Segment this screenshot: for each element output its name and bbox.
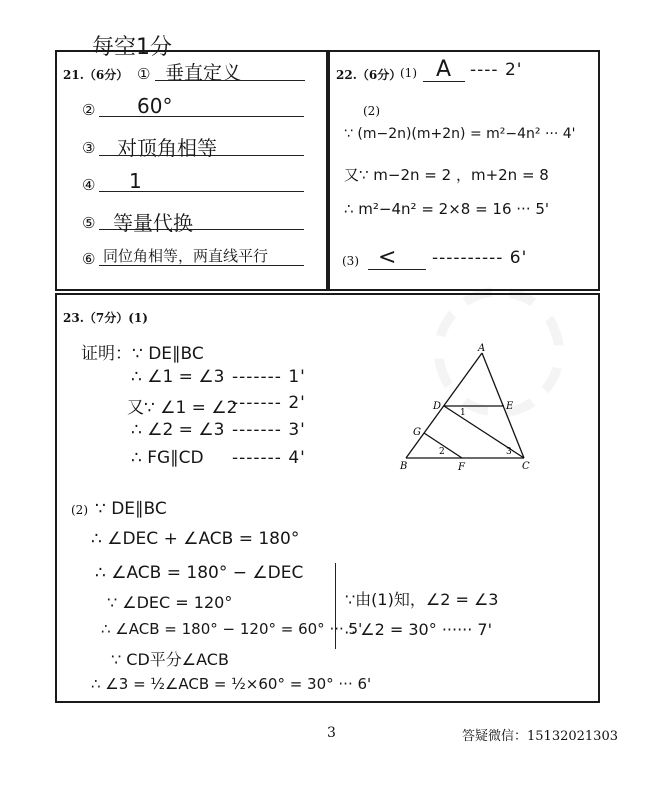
q21-item-1-answer: 垂直定义 xyxy=(165,62,242,84)
q23-part1-score-2: ------- 2' xyxy=(232,393,306,413)
q22-part2-line-3: ∴ m²−4n² = 2×8 = 16 ··· 5' xyxy=(344,200,550,218)
q22-box xyxy=(328,50,600,291)
q21-item-4-answer: 1 xyxy=(129,169,142,193)
q23-part1-line-2: 又∵ ∠1 = ∠2 xyxy=(127,398,238,418)
q21-item-6-line xyxy=(99,265,304,266)
fig-label-D: D xyxy=(433,401,442,412)
triangle-figure xyxy=(392,343,542,473)
q21-item-5-answer: 等量代换 xyxy=(113,211,193,235)
q21-box xyxy=(55,50,328,291)
q21-item-5-line xyxy=(99,229,304,230)
part2-divider xyxy=(335,563,336,649)
q23-part1-line-3: ∴ ∠2 = ∠3 xyxy=(131,420,225,440)
fig-label-C: C xyxy=(522,461,530,472)
q21-item-2-answer: 60° xyxy=(137,94,173,118)
q21-item-6-answer: 同位角相等，两直线平行 xyxy=(103,247,269,265)
q23-part1-line-4: ∴ FG∥CD xyxy=(131,448,204,468)
q23-part1-score-3: ------- 3' xyxy=(232,420,306,440)
fig-angle-2: 2 xyxy=(439,447,445,457)
q23-part1-score-4: ------- 4' xyxy=(232,448,306,468)
fig-label-E: E xyxy=(506,401,514,412)
q21-item-2-num: ② xyxy=(82,101,96,119)
q22-part3-score: ---------- 6' xyxy=(432,248,528,268)
page-number: 3 xyxy=(327,725,336,741)
q22-part3-label: (3) xyxy=(342,254,359,268)
q23-part2-line-2: ∴ ∠DEC + ∠ACB = 180° xyxy=(91,529,300,549)
q21-item-4-num: ④ xyxy=(82,176,96,194)
fig-label-F: F xyxy=(458,462,465,473)
q22-part3-line xyxy=(368,269,426,270)
fig-angle-3: 3 xyxy=(506,447,512,457)
header-note: 每空1分 xyxy=(92,35,172,60)
fig-angle-1: 1 xyxy=(460,408,466,418)
q21-item-3-answer: 对顶角相等 xyxy=(117,136,217,160)
q22-label: 22.（6分） xyxy=(336,68,402,82)
q23-part2-line-6: ∵ CD平分∠ACB xyxy=(111,650,229,669)
q23-part2-line-7: ∴ ∠3 = ½∠ACB = ½×60° = 30° ··· 6' xyxy=(91,675,372,693)
q21-item-3-num: ③ xyxy=(82,139,96,157)
q23-part2-right-line-1: ∵由(1)知，∠2 = ∠3 xyxy=(345,590,499,609)
fig-label-A: A xyxy=(478,343,486,354)
q21-item-5-num: ⑤ xyxy=(82,214,96,232)
q22-part1-score: ---- 2' xyxy=(470,60,523,80)
q22-part2-label: (2) xyxy=(363,104,380,118)
q23-part1-score-1: ------- 1' xyxy=(232,367,306,387)
q23-part1-line-1: ∴ ∠1 = ∠3 xyxy=(131,367,225,387)
fig-label-B: B xyxy=(400,461,408,472)
q22-part3-answer: < xyxy=(378,245,397,270)
q23-proof-title: 证明：∵ DE∥BC xyxy=(81,344,204,364)
q23-part2-right-line-2: ∴ ∠2 = 30° ······ 7' xyxy=(345,620,492,639)
q21-label: 21.（6分） xyxy=(63,68,129,82)
q21-item-1-num: ① xyxy=(137,65,151,83)
q21-item-2-line xyxy=(99,116,304,117)
q23-part2-label: (2) xyxy=(71,503,88,517)
q22-part2-line-1: ∵ (m−2n)(m+2n) = m²−4n² ··· 4' xyxy=(344,126,576,142)
q21-item-1-line xyxy=(155,80,305,81)
q23-box xyxy=(55,293,600,703)
q23-part2-line-4: ∵ ∠DEC = 120° xyxy=(107,593,233,612)
fig-label-G: G xyxy=(413,427,421,438)
q23-label: 23.（7分）(1) xyxy=(63,311,148,325)
q22-part2-line-2: 又∵ m−2n = 2 ，m+2n = 8 xyxy=(344,166,549,184)
q23-part2-line-3: ∴ ∠ACB = 180° − ∠DEC xyxy=(95,563,304,583)
q22-part1-line xyxy=(423,81,465,82)
q23-part2-line-1: ∵ DE∥BC xyxy=(95,499,167,519)
q22-part1-label: (1) xyxy=(400,66,417,80)
q21-item-3-line xyxy=(99,155,304,156)
q21-item-4-line xyxy=(99,191,304,192)
contact-info: 答疑微信：15132021303 xyxy=(462,729,618,744)
q21-item-6-num: ⑥ xyxy=(82,250,96,268)
q22-part1-answer: A xyxy=(436,57,452,82)
q23-part2-line-5: ∴ ∠ACB = 180° − 120° = 60° ··· 5' xyxy=(101,620,363,638)
